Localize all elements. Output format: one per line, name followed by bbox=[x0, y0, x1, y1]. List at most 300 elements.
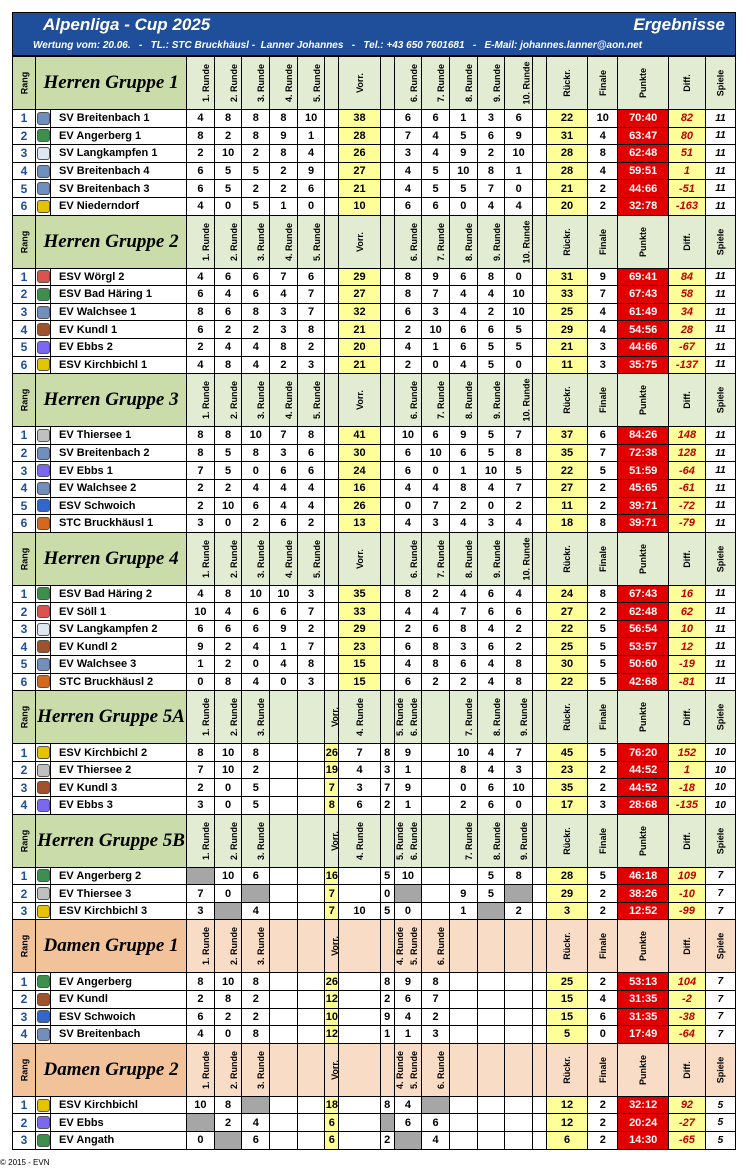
score-cell bbox=[297, 973, 325, 991]
score-cell: 23 bbox=[339, 638, 381, 656]
score-cell: 30 bbox=[339, 444, 381, 462]
col-header: 1. Runde bbox=[187, 57, 215, 110]
score-cell: 7 bbox=[422, 286, 450, 304]
score-cell: 5 bbox=[705, 1131, 735, 1149]
rank: 2 bbox=[13, 603, 36, 621]
score-cell bbox=[505, 991, 533, 1009]
score-cell bbox=[532, 656, 546, 674]
col-header: 7. Runde bbox=[422, 374, 450, 427]
col-header: Finale bbox=[588, 215, 618, 268]
score-cell: 0 bbox=[505, 180, 533, 198]
score-cell: 0 bbox=[394, 902, 422, 920]
group-name: Herren Gruppe 5A bbox=[36, 691, 187, 744]
club-logo bbox=[36, 991, 51, 1009]
score-cell: 3 bbox=[477, 515, 505, 533]
score-cell: 8 bbox=[187, 303, 215, 321]
score-cell: 5 bbox=[214, 162, 242, 180]
score-cell: 10 bbox=[705, 761, 735, 779]
rank: 4 bbox=[13, 1026, 36, 1044]
score-cell: 2 bbox=[214, 1008, 242, 1026]
score-cell bbox=[325, 603, 339, 621]
score-cell: 17 bbox=[546, 797, 588, 815]
score-cell: 10 bbox=[705, 797, 735, 815]
col-header: 3. Runde bbox=[242, 1043, 270, 1096]
score-cell: 29 bbox=[546, 885, 588, 903]
club-crest-icon bbox=[37, 764, 50, 777]
score-cell: 28 bbox=[546, 162, 588, 180]
score-cell: 44:52 bbox=[618, 779, 669, 797]
club-logo bbox=[36, 268, 51, 286]
score-cell: 26 bbox=[325, 973, 339, 991]
col-header: 3. Runde bbox=[242, 57, 270, 110]
rank: 1 bbox=[13, 585, 36, 603]
score-cell: 3 bbox=[588, 338, 618, 356]
score-cell: 4 bbox=[477, 656, 505, 674]
not-played-cell bbox=[214, 1131, 242, 1149]
col-header: Spiele bbox=[705, 1043, 735, 1096]
table-row bbox=[13, 656, 736, 674]
score-cell bbox=[477, 973, 505, 991]
score-cell: 16 bbox=[339, 479, 381, 497]
score-cell: 5 bbox=[214, 180, 242, 198]
score-cell: 8 bbox=[187, 744, 215, 762]
score-cell bbox=[380, 162, 394, 180]
col-header bbox=[532, 691, 546, 744]
score-cell: 2 bbox=[449, 797, 477, 815]
score-cell: 70:40 bbox=[618, 110, 669, 128]
col-header bbox=[505, 920, 533, 973]
score-cell: 10 bbox=[187, 603, 215, 621]
score-cell: 4 bbox=[242, 1114, 270, 1132]
score-cell: 7 bbox=[705, 867, 735, 885]
club-crest-icon bbox=[37, 129, 50, 142]
score-cell: 9 bbox=[588, 268, 618, 286]
club-logo bbox=[36, 444, 51, 462]
col-header: Diff. bbox=[669, 920, 706, 973]
score-cell bbox=[380, 321, 394, 339]
col-header: 2. Runde bbox=[214, 215, 242, 268]
club-crest-icon bbox=[37, 358, 50, 371]
score-cell: 8 bbox=[270, 338, 298, 356]
col-header: 6. Runde bbox=[394, 215, 422, 268]
score-cell bbox=[325, 268, 339, 286]
rank: 3 bbox=[13, 145, 36, 163]
score-cell bbox=[380, 620, 394, 638]
score-cell: 0 bbox=[394, 497, 422, 515]
score-cell: 7 bbox=[297, 286, 325, 304]
score-cell: 6 bbox=[214, 620, 242, 638]
score-cell: 11 bbox=[705, 427, 735, 445]
score-cell bbox=[297, 1026, 325, 1044]
score-cell bbox=[532, 761, 546, 779]
club-logo bbox=[36, 479, 51, 497]
score-cell: 2 bbox=[242, 761, 270, 779]
club-logo bbox=[36, 603, 51, 621]
team-name: EV Walchsee 1 bbox=[51, 303, 187, 321]
club-crest-icon bbox=[37, 464, 50, 477]
score-cell: 32 bbox=[339, 303, 381, 321]
score-cell: 5 bbox=[588, 744, 618, 762]
score-cell: 6 bbox=[242, 268, 270, 286]
score-cell: 4 bbox=[422, 127, 450, 145]
score-cell: 4 bbox=[394, 338, 422, 356]
score-cell: 4 bbox=[477, 673, 505, 691]
score-cell: 24 bbox=[546, 585, 588, 603]
score-cell: 2 bbox=[588, 180, 618, 198]
col-header: Spiele bbox=[705, 374, 735, 427]
score-cell bbox=[477, 1026, 505, 1044]
score-cell: 7 bbox=[187, 885, 215, 903]
col-header: Finale bbox=[588, 57, 618, 110]
score-cell bbox=[270, 973, 298, 991]
team-name: ESV Wörgl 2 bbox=[51, 268, 187, 286]
score-cell: 3 bbox=[297, 585, 325, 603]
table-row bbox=[13, 497, 736, 515]
col-header bbox=[380, 57, 394, 110]
col-header bbox=[532, 920, 546, 973]
score-cell: 11 bbox=[705, 145, 735, 163]
score-cell: 53:13 bbox=[618, 973, 669, 991]
score-cell: 8 bbox=[242, 744, 270, 762]
score-cell: 6 bbox=[422, 110, 450, 128]
group-name: Damen Gruppe 2 bbox=[36, 1043, 187, 1096]
score-cell bbox=[325, 444, 339, 462]
score-cell bbox=[532, 1131, 546, 1149]
team-name: EV Thiersee 1 bbox=[51, 427, 187, 445]
club-logo bbox=[36, 1008, 51, 1026]
col-header: Vorr. bbox=[325, 1043, 339, 1096]
club-crest-icon bbox=[37, 1116, 50, 1129]
score-cell: 11 bbox=[705, 585, 735, 603]
score-cell bbox=[477, 991, 505, 1009]
score-cell bbox=[532, 885, 546, 903]
score-cell bbox=[532, 356, 546, 374]
rank: 6 bbox=[13, 197, 36, 215]
score-cell: 10 bbox=[422, 321, 450, 339]
score-cell bbox=[270, 885, 298, 903]
score-cell: 7 bbox=[325, 902, 339, 920]
score-cell: 8 bbox=[214, 1096, 242, 1114]
score-cell: 3 bbox=[187, 515, 215, 533]
score-cell: 6 bbox=[449, 268, 477, 286]
score-cell: 2 bbox=[588, 761, 618, 779]
col-header: Punkte bbox=[618, 374, 669, 427]
score-cell: 4 bbox=[588, 162, 618, 180]
col-header: 2. Runde bbox=[214, 57, 242, 110]
score-cell: 1 bbox=[669, 761, 706, 779]
score-cell: 4 bbox=[242, 356, 270, 374]
score-cell: 11 bbox=[705, 673, 735, 691]
score-cell: 2 bbox=[242, 1008, 270, 1026]
score-cell: 21 bbox=[339, 356, 381, 374]
score-cell: 22 bbox=[546, 673, 588, 691]
score-cell: 2 bbox=[588, 603, 618, 621]
score-cell: 5 bbox=[588, 867, 618, 885]
col-header: Punkte bbox=[618, 920, 669, 973]
score-cell: 9 bbox=[394, 779, 422, 797]
score-cell: 11 bbox=[705, 303, 735, 321]
score-cell bbox=[532, 1114, 546, 1132]
team-name: SV Langkampfen 1 bbox=[51, 145, 187, 163]
score-cell bbox=[477, 1114, 505, 1132]
score-cell bbox=[532, 1026, 546, 1044]
score-cell: 2 bbox=[588, 197, 618, 215]
team-name: SV Breitenbach 1 bbox=[51, 110, 187, 128]
score-cell: 26 bbox=[339, 497, 381, 515]
score-cell: 21 bbox=[339, 321, 381, 339]
score-cell bbox=[339, 1008, 381, 1026]
score-cell bbox=[532, 321, 546, 339]
score-cell: 8 bbox=[187, 973, 215, 991]
score-cell: 8 bbox=[297, 321, 325, 339]
score-cell: 2 bbox=[187, 497, 215, 515]
score-cell: 4 bbox=[477, 744, 505, 762]
score-cell: 10 bbox=[505, 779, 533, 797]
score-cell: 35 bbox=[546, 779, 588, 797]
col-header: 2. Runde bbox=[214, 691, 242, 744]
score-cell: 8 bbox=[187, 444, 215, 462]
score-cell bbox=[532, 162, 546, 180]
not-played-cell bbox=[394, 885, 422, 903]
not-played-cell bbox=[242, 1096, 270, 1114]
group-name: Herren Gruppe 3 bbox=[36, 374, 187, 427]
score-cell bbox=[297, 761, 325, 779]
score-cell: 2 bbox=[588, 973, 618, 991]
team-name: EV Kundl 2 bbox=[51, 638, 187, 656]
score-cell: 6 bbox=[187, 286, 215, 304]
club-crest-icon bbox=[37, 623, 50, 636]
rank: 5 bbox=[13, 497, 36, 515]
score-cell: 9 bbox=[505, 127, 533, 145]
score-cell: 4 bbox=[394, 180, 422, 198]
table-row bbox=[13, 127, 736, 145]
score-cell: 8 bbox=[325, 797, 339, 815]
score-cell: 8 bbox=[449, 479, 477, 497]
score-cell: 6 bbox=[394, 638, 422, 656]
score-cell: 9 bbox=[270, 620, 298, 638]
score-cell: 3 bbox=[270, 444, 298, 462]
col-header: Rückr. bbox=[546, 532, 588, 585]
col-header: 8. Runde bbox=[449, 532, 477, 585]
score-cell: 0 bbox=[449, 197, 477, 215]
score-cell: 6 bbox=[394, 991, 422, 1009]
score-cell: 7 bbox=[477, 180, 505, 198]
club-logo bbox=[36, 427, 51, 445]
score-cell: 31 bbox=[546, 127, 588, 145]
not-played-cell bbox=[394, 1131, 422, 1149]
score-cell: 8 bbox=[187, 127, 215, 145]
rank-header: Rang bbox=[13, 814, 36, 867]
rank-header: Rang bbox=[13, 57, 36, 110]
col-header: Finale bbox=[588, 374, 618, 427]
rank: 1 bbox=[13, 1096, 36, 1114]
rank-header: Rang bbox=[13, 1043, 36, 1096]
table-row bbox=[13, 779, 736, 797]
team-name: SV Breitenbach 3 bbox=[51, 180, 187, 198]
score-cell: 9 bbox=[380, 1008, 394, 1026]
score-cell: 9 bbox=[422, 268, 450, 286]
score-cell: 5 bbox=[477, 444, 505, 462]
score-cell: 9 bbox=[394, 973, 422, 991]
score-cell bbox=[297, 1096, 325, 1114]
score-cell: 5 bbox=[505, 462, 533, 480]
col-header: 4. Runde bbox=[380, 1043, 394, 1096]
club-crest-icon bbox=[37, 1010, 50, 1023]
score-cell: 1 bbox=[394, 1026, 422, 1044]
score-cell bbox=[532, 427, 546, 445]
score-cell: 0 bbox=[505, 797, 533, 815]
score-cell: 4 bbox=[242, 338, 270, 356]
score-cell: 6 bbox=[270, 515, 298, 533]
club-logo bbox=[36, 973, 51, 991]
score-cell: 4 bbox=[422, 603, 450, 621]
score-cell: 0 bbox=[422, 462, 450, 480]
club-logo bbox=[36, 761, 51, 779]
score-cell bbox=[449, 1131, 477, 1149]
club-crest-icon bbox=[37, 112, 50, 125]
results-sheet bbox=[12, 12, 736, 1150]
score-cell: 4 bbox=[187, 197, 215, 215]
score-cell bbox=[422, 797, 450, 815]
score-cell: 22 bbox=[546, 110, 588, 128]
score-cell: 5 bbox=[477, 427, 505, 445]
score-cell: 4 bbox=[187, 110, 215, 128]
score-cell: 2 bbox=[588, 497, 618, 515]
score-cell: 17:49 bbox=[618, 1026, 669, 1044]
score-cell: 4 bbox=[394, 1096, 422, 1114]
score-cell: 4 bbox=[297, 479, 325, 497]
club-logo bbox=[36, 797, 51, 815]
score-cell: 3 bbox=[297, 356, 325, 374]
score-cell: 7 bbox=[270, 427, 298, 445]
score-cell bbox=[532, 515, 546, 533]
score-cell: 21 bbox=[546, 180, 588, 198]
score-cell: 2 bbox=[394, 620, 422, 638]
score-cell: 21 bbox=[339, 180, 381, 198]
score-cell: 7 bbox=[270, 268, 298, 286]
team-name: SV Langkampfen 2 bbox=[51, 620, 187, 638]
score-cell: 5 bbox=[449, 127, 477, 145]
score-cell: 8 bbox=[588, 145, 618, 163]
score-cell bbox=[380, 127, 394, 145]
club-crest-icon bbox=[37, 1099, 50, 1112]
score-cell bbox=[505, 1008, 533, 1026]
club-logo bbox=[36, 180, 51, 198]
score-cell: 4 bbox=[214, 286, 242, 304]
score-cell: 4 bbox=[394, 603, 422, 621]
score-cell: 5 bbox=[242, 779, 270, 797]
club-logo bbox=[36, 162, 51, 180]
score-cell: 5 bbox=[588, 620, 618, 638]
score-cell bbox=[297, 867, 325, 885]
score-cell bbox=[532, 638, 546, 656]
col-header bbox=[449, 920, 477, 973]
score-cell bbox=[325, 479, 339, 497]
col-header: 1. Runde bbox=[187, 532, 215, 585]
score-cell: 5 bbox=[380, 902, 394, 920]
score-cell: -65 bbox=[669, 1131, 706, 1149]
score-cell: 8 bbox=[214, 110, 242, 128]
club-logo bbox=[36, 356, 51, 374]
score-cell bbox=[532, 603, 546, 621]
group-name: Damen Gruppe 1 bbox=[36, 920, 187, 973]
score-cell: 0 bbox=[588, 1026, 618, 1044]
col-header: Spiele bbox=[705, 691, 735, 744]
score-cell: 3 bbox=[187, 797, 215, 815]
score-cell bbox=[380, 497, 394, 515]
col-header bbox=[297, 920, 325, 973]
score-cell: 8 bbox=[297, 656, 325, 674]
club-logo bbox=[36, 321, 51, 339]
col-header bbox=[422, 814, 450, 867]
score-cell: 5 bbox=[505, 321, 533, 339]
table-row bbox=[13, 1114, 736, 1132]
score-cell: 2 bbox=[187, 145, 215, 163]
score-cell: 28 bbox=[546, 867, 588, 885]
score-cell bbox=[270, 902, 298, 920]
col-header: Rückr. bbox=[546, 215, 588, 268]
col-header: Diff. bbox=[669, 1043, 706, 1096]
score-cell: 2 bbox=[297, 620, 325, 638]
team-name: EV Angerberg 2 bbox=[51, 867, 187, 885]
score-cell bbox=[477, 1096, 505, 1114]
score-cell: 7 bbox=[705, 1026, 735, 1044]
score-cell: 6 bbox=[297, 180, 325, 198]
score-cell: 8 bbox=[449, 620, 477, 638]
score-cell: 1 bbox=[422, 338, 450, 356]
score-cell: 11 bbox=[705, 462, 735, 480]
col-header: Rückr. bbox=[546, 374, 588, 427]
score-cell: 4 bbox=[242, 902, 270, 920]
score-cell: 6 bbox=[394, 673, 422, 691]
score-cell: 8 bbox=[380, 973, 394, 991]
table-row bbox=[13, 603, 736, 621]
score-cell: 6 bbox=[187, 1008, 215, 1026]
score-cell: 8 bbox=[242, 127, 270, 145]
score-cell: 10 bbox=[505, 145, 533, 163]
score-cell: 1 bbox=[449, 462, 477, 480]
col-header: Diff. bbox=[669, 374, 706, 427]
score-cell: 10 bbox=[705, 779, 735, 797]
score-cell bbox=[532, 902, 546, 920]
score-cell bbox=[339, 885, 381, 903]
score-cell: 11 bbox=[705, 603, 735, 621]
score-cell: 9 bbox=[187, 638, 215, 656]
team-name: EV Niederndorf bbox=[51, 197, 187, 215]
col-header: Diff. bbox=[669, 814, 706, 867]
score-cell: 4 bbox=[187, 1026, 215, 1044]
score-cell: 0 bbox=[422, 356, 450, 374]
col-header: 8. Runde bbox=[477, 814, 505, 867]
team-name: EV Kundl bbox=[51, 991, 187, 1009]
score-cell: 2 bbox=[270, 162, 298, 180]
score-cell: 10 bbox=[588, 110, 618, 128]
score-cell: 10 bbox=[339, 197, 381, 215]
score-cell: 2 bbox=[588, 1131, 618, 1149]
score-cell bbox=[532, 110, 546, 128]
club-crest-icon bbox=[37, 270, 50, 283]
score-cell bbox=[325, 338, 339, 356]
rank-header: Rang bbox=[13, 691, 36, 744]
score-cell bbox=[325, 127, 339, 145]
score-cell bbox=[325, 356, 339, 374]
score-cell bbox=[532, 991, 546, 1009]
col-header: 1. Runde bbox=[187, 215, 215, 268]
score-cell bbox=[297, 797, 325, 815]
score-cell bbox=[380, 444, 394, 462]
score-cell: 28 bbox=[546, 145, 588, 163]
club-crest-icon bbox=[37, 746, 50, 759]
